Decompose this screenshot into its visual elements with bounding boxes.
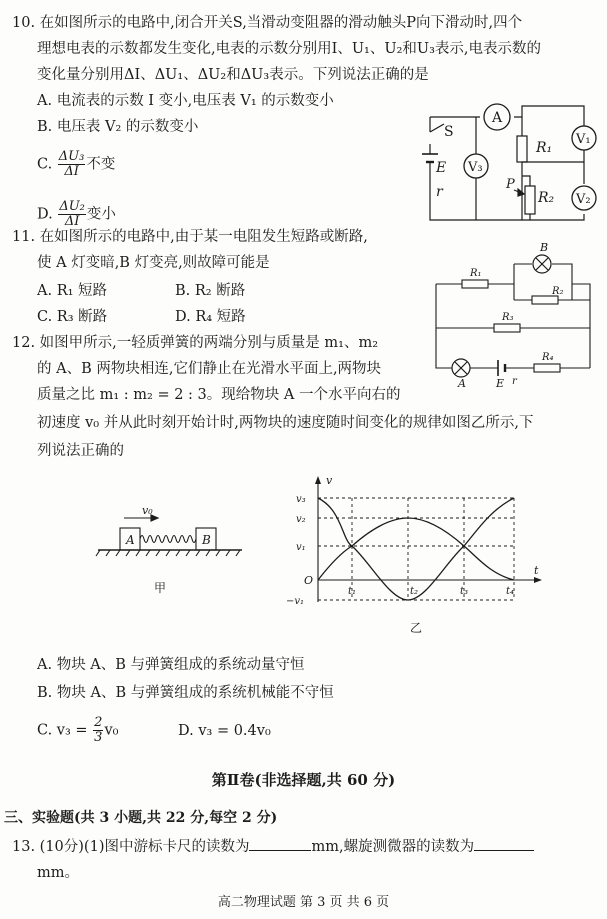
q10-option-d-label: D. <box>37 206 53 223</box>
v0-label: v₀ <box>142 504 153 517</box>
curve-block-b <box>318 518 514 580</box>
t-axis-label: t <box>534 564 539 577</box>
q10-option-d <box>37 200 116 229</box>
frac-numerator: ΔU₃ <box>58 149 85 164</box>
ammeter-label: A <box>492 110 503 126</box>
emf-label: E <box>436 160 447 176</box>
q10-stem-line2: 理想电表的示数都发生变化,电表的示数分别用I、U₁、U₂和U₃表示,电表示数的 <box>37 41 542 57</box>
page-footer: 高二物理试题 第 3 页 共 6 页 <box>217 895 390 910</box>
q10-option-c-label: C. <box>37 156 53 173</box>
frac-numerator: ΔU₂ <box>59 199 85 214</box>
q12-option-b: B. 物块 A、B 与弹簧组成的系统机械能不守恒 <box>37 685 334 701</box>
section-3-heading: 三、实验题(共 3 小题,共 22 分,每空 2 分) <box>4 810 278 826</box>
t4-tick-label: t₄ <box>506 586 515 597</box>
internal-resistance-label: r <box>512 376 517 387</box>
q11-option-b: B. R₂ 断路 <box>175 283 246 299</box>
q10-option-c <box>37 150 115 179</box>
switch-label: S <box>444 124 454 140</box>
figure-yi-caption: 乙 <box>410 621 423 635</box>
r4-label: R₄ <box>542 352 554 363</box>
section-2-heading: 第Ⅱ卷(非选择题,共 60 分) <box>211 771 396 789</box>
q12-option-c-tail: v₀ <box>104 722 119 739</box>
emf-label: E <box>496 377 505 390</box>
t3-tick-label: t₃ <box>460 586 469 597</box>
block-b-label: B <box>202 533 211 547</box>
q12-stem-line4: 初速度 v₀ 并从此时刻开始计时,两物块的速度随时间变化的规律如图乙所示,下 <box>37 415 534 431</box>
frac-denominator: 3 <box>94 730 103 745</box>
r2-label: R₂ <box>538 190 555 206</box>
origin-label: O <box>304 574 314 587</box>
q11-option-d: D. R₄ 短路 <box>175 309 246 325</box>
q11-option-a: A. R₁ 短路 <box>37 283 108 299</box>
q10-stem-line1: 10. 在如图所示的电路中,闭合开关S,当滑动变阻器的滑动触头P向下滑动时,四个 <box>12 15 523 31</box>
q10-circuit-diagram <box>418 92 600 228</box>
q13-line2: mm。 <box>37 865 79 881</box>
figure-jia-caption: 甲 <box>154 581 167 595</box>
q11-stem-line2: 使 A 灯变暗,B 灯变亮,则故障可能是 <box>37 255 270 271</box>
q13-line1 <box>12 836 534 856</box>
voltmeter-v1-label: V₁ <box>576 132 591 147</box>
q13-part1: 13. (10分)(1)图中游标卡尺的读数为 <box>12 839 250 855</box>
q10-option-d-fraction <box>58 200 86 229</box>
r3-label: R₃ <box>502 312 514 323</box>
v1-tick-label: v₁ <box>296 542 306 553</box>
q12-option-d: D. v₃ = 0.4v₀ <box>178 723 271 739</box>
q10-option-c-fraction <box>58 150 86 179</box>
q12-velocity-time-graph <box>280 470 550 640</box>
q11-option-c: C. R₃ 断路 <box>37 309 108 325</box>
neg-v1-tick-label: −v₁ <box>286 596 305 607</box>
q12-option-c <box>37 716 118 745</box>
voltmeter-v3-label: V₃ <box>468 160 483 175</box>
q12-stem-line1: 12. 如图甲所示,一轻质弹簧的两端分别与质量是 m₁、m₂ <box>12 335 379 351</box>
t1-tick-label: t₁ <box>348 586 357 597</box>
r1-label: R₁ <box>470 268 482 279</box>
micrometer-answer-blank[interactable] <box>474 836 534 851</box>
q12-stem-line5: 列说法正确的 <box>37 443 124 459</box>
t2-tick-label: t₂ <box>410 586 419 597</box>
q12-option-c-fraction <box>93 716 103 745</box>
q12-option-c-label: C. v₃ = <box>37 722 88 739</box>
q10-option-d-tail: 变小 <box>86 206 116 223</box>
lamp-a-label: A <box>458 377 466 390</box>
q10-option-b: B. 电压表 V₂ 的示数变小 <box>37 119 199 135</box>
frac-numerator: 2 <box>94 715 103 730</box>
internal-resistance-label: r <box>436 184 443 200</box>
voltmeter-v2-label: V₂ <box>576 192 591 207</box>
q11-circuit-diagram <box>428 242 600 388</box>
vernier-caliper-answer-blank[interactable] <box>249 836 311 851</box>
q10-option-c-tail: 不变 <box>86 156 116 173</box>
q12-stem-line3: 质量之比 m₁ : m₂ = 2 : 3。现给物块 A 一个水平向右的 <box>37 387 401 403</box>
v-axis-label: v <box>326 474 333 487</box>
q12-figure-jia <box>96 500 246 600</box>
q10-option-a: A. 电流表的示数 I 变小,电压表 V₁ 的示数变小 <box>37 93 334 109</box>
frac-denominator: ΔI <box>64 164 79 179</box>
q13-part2: mm,螺旋测微器的读数为 <box>311 839 475 855</box>
v3-tick-label: v₃ <box>296 494 306 505</box>
q10-stem-line3: 变化量分别用ΔI、ΔU₁、ΔU₂和ΔU₃表示。下列说法正确的是 <box>37 67 429 83</box>
q12-stem-line2: 的 A、B 两物块相连,它们静止在光滑水平面上,两物块 <box>37 361 382 377</box>
q11-stem-line1: 11. 在如图所示的电路中,由于某一电阻发生短路或断路, <box>12 229 368 245</box>
frac-denominator: ΔI <box>64 214 80 229</box>
slider-p-label: P <box>506 177 515 192</box>
q12-option-a: A. 物块 A、B 与弹簧组成的系统动量守恒 <box>37 657 305 673</box>
lamp-b-label: B <box>540 241 549 254</box>
v2-tick-label: v₂ <box>296 514 306 525</box>
r2-label: R₂ <box>552 286 564 297</box>
r1-label: R₁ <box>536 140 553 156</box>
block-a-label: A <box>126 533 135 547</box>
